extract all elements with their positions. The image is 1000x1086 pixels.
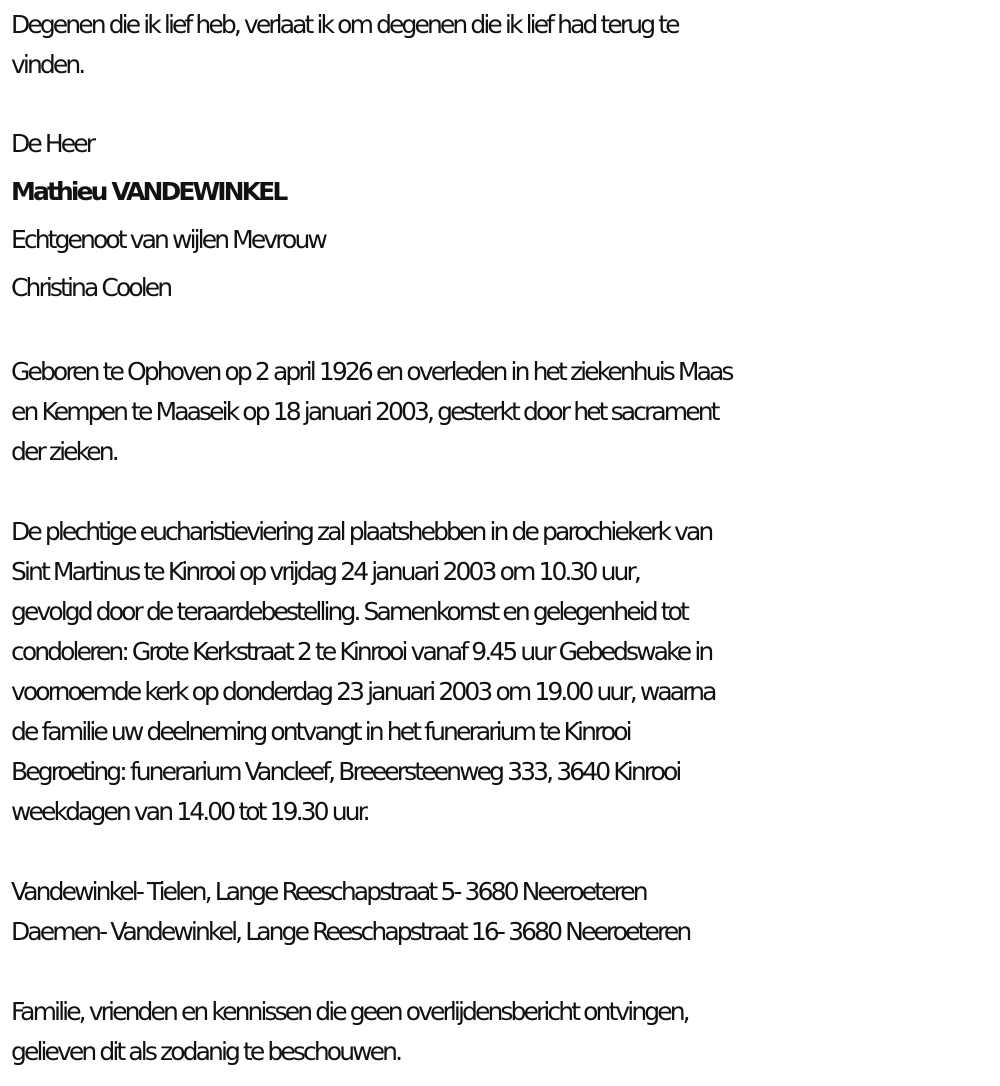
obituary-document: [11, 0, 996, 1072]
ceremony-line: de familie uw deelneming ontvangt in het funerarium te Kinrooi: [11, 717, 630, 746]
spouse-name: Christina Coolen: [11, 273, 171, 302]
spacer: [11, 312, 996, 352]
ceremony-line: weekdagen van 14.00 tot 19.30 uur.: [11, 797, 368, 826]
address-line: Vandewinkel- Tielen, Lange Reeschapstraat 5- 3680 Neeroeteren: [11, 877, 646, 906]
spacer: [11, 952, 996, 992]
ceremony-line: Begroeting: funerarium Vancleef, Breeersteenweg 333, 3640 Kinrooi: [11, 757, 680, 786]
ceremony-paragraph: [11, 512, 996, 832]
spacer: [11, 85, 996, 120]
motto-paragraph: [11, 5, 996, 85]
birth-death-line: en Kempen te Maaseik op 18 januari 2003, gesterkt door het sacrament: [11, 397, 718, 426]
spouse-line: Echtgenoot van wijlen Mevrouw: [11, 225, 325, 254]
closing-line: Familie, vrienden en kennissen die geen overlijdensbericht ontvingen,: [11, 997, 688, 1026]
ceremony-line: condoleren: Grote Kerkstraat 2 te Kinrooi vanaf 9.45 uur Gebedswake in: [11, 637, 712, 666]
motto-line: vinden.: [11, 50, 84, 79]
ceremony-line: gevolgd door de teraardebestelling. Samenkomst en gelegenheid tot: [11, 597, 687, 626]
birth-death-line: Geboren te Ophoven op 2 april 1926 en overleden in het ziekenhuis Maas: [11, 357, 732, 386]
salutation: De Heer: [11, 129, 94, 158]
birth-death-paragraph: [11, 352, 996, 472]
spacer: [11, 472, 996, 512]
person-block: [11, 120, 996, 312]
closing-paragraph: [11, 992, 996, 1072]
ceremony-line: De plechtige eucharistieviering zal plaatshebben in de parochiekerk van: [11, 517, 712, 546]
ceremony-line: voornoemde kerk op donderdag 23 januari 2003 om 19.00 uur, waarna: [11, 677, 715, 706]
family-addresses: [11, 872, 996, 952]
closing-line: gelieven dit als zodanig te beschouwen.: [11, 1037, 401, 1066]
spacer: [11, 832, 996, 872]
birth-death-line: der zieken.: [11, 437, 117, 466]
deceased-name: Mathieu VANDEWINKEL: [11, 177, 286, 206]
address-line: Daemen- Vandewinkel, Lange Reeschapstraat 16- 3680 Neeroeteren: [11, 917, 690, 946]
motto-line: Degenen die ik lief heb, verlaat ik om degenen die ik lief had terug te: [11, 10, 678, 39]
ceremony-line: Sint Martinus te Kinrooi op vrijdag 24 januari 2003 om 10.30 uur,: [11, 557, 639, 586]
